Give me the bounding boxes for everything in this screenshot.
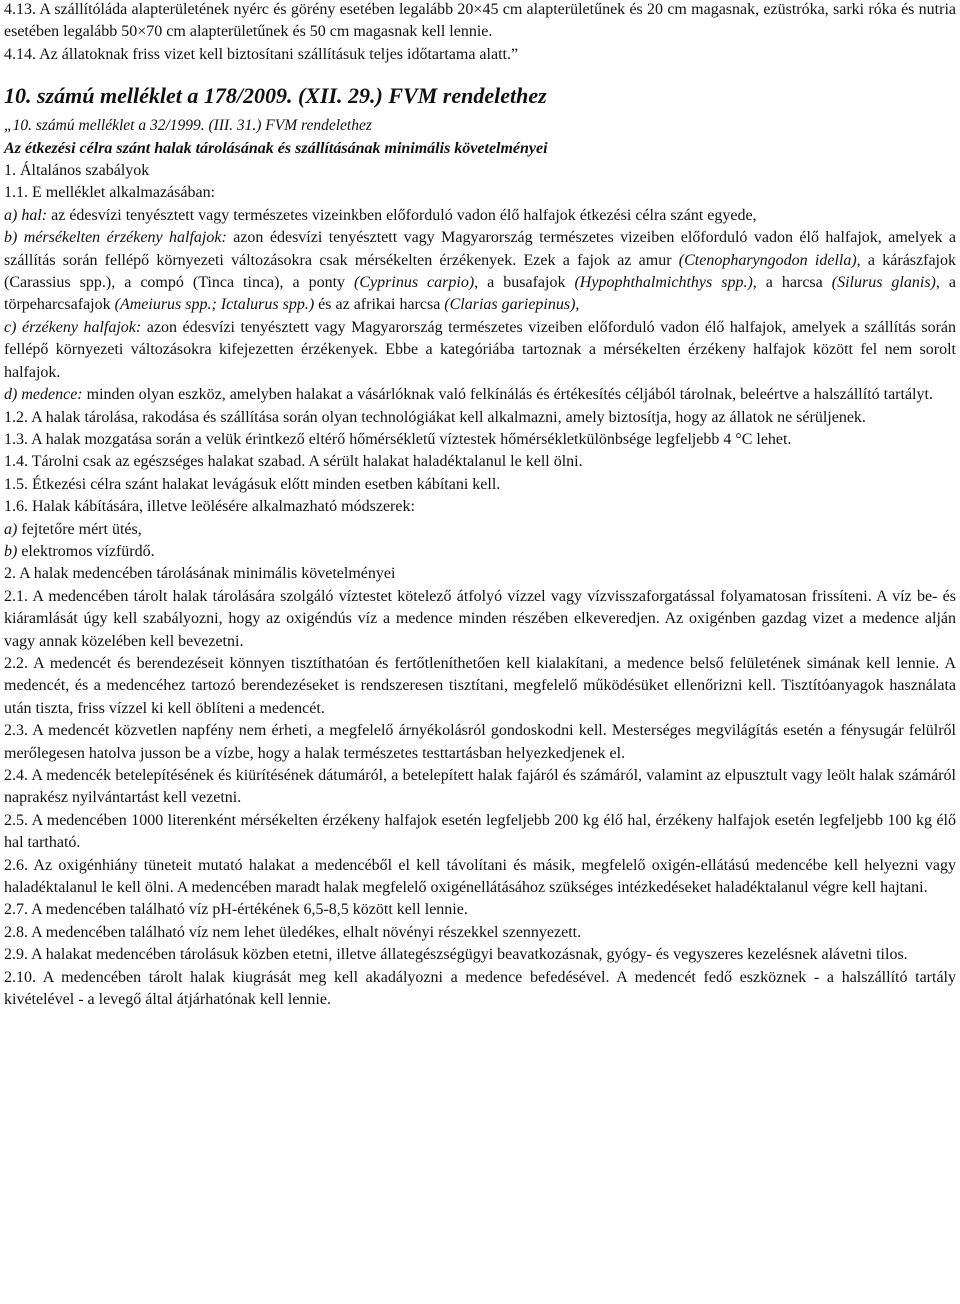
definition-b-text-6: és az afrikai harcsa [314,296,445,314]
definition-b-text-4: , a harcsa [752,274,832,292]
paragraph-1-6: 1.6. Halak kábítására, illetve leölésére alkalmazható módszerek: [4,498,415,516]
definition-b-text-2: , a kárászfajok (Carassius spp.), a compó (Tinca tinca), a ponty [4,251,956,292]
definition-a-text: az édesvízi tenyésztett vagy természetes vizeinkben előforduló vadon élő halfajok étkezési célra szánt egyede, [47,206,757,224]
section-2-heading: 2. A halak medencében tárolásának minimális követelményei [4,565,396,583]
paragraph-1-3: 1.3. A halak mozgatása során a velük érintkező eltérő hőmérsékletű víztestek hőmérsékletkülönbsége legfeljebb 4 °C lehet. [4,430,792,448]
method-b-text: elektromos vízfürdő. [17,542,155,560]
definition-c-term: c) érzékeny halfajok: [4,318,142,336]
method-a-text: fejtetőre mért ütés, [17,520,142,538]
definition-b [4,227,956,317]
paragraph-4-13: 4.13. A szállítóláda alapterületének nyérc és görény esetében legalább 20×45 cm alapterületűnek és 20 cm magasnak, ezüstróka, sarki róka és nutria esetében legalább 50×70 cm alapterületűnek és 50 cm magasnak kell lennie. [4,1,956,41]
annex-heading: 10. számú melléklet a 178/2009. (XII. 29.) FVM rendelethez [4,83,547,109]
paragraph-2-9: 2.9. A halakat medencében tárolásuk közben etetni, illetve állategészségügyi beavatkozásnak, gyógy- és vegyszeres kezelésnek alávetni tilos. [4,946,908,964]
paragraph-2-8: 2.8. A medencében található víz nem lehet üledékes, elhalt növényi részekkel szennyezett. [4,923,582,941]
paragraph-2-1: 2.1. A medencében tárolt halak tárolására szolgáló víztestet kötelező átfolyó vízzel vagy vízvisszaforgatással folyamatosan frissíteni. A víz be- és kiáramlását úgy kell szabályozni, hogy az oxigéndús víz a medence minden részében elkeveredjen. Az oxigénben gazdag vizet a medence alján vagy annak közelében kell bevezetni. [4,587,956,650]
paragraph-4-14: 4.14. Az állatoknak friss vizet kell biztosítani szállításuk teljes időtartama alatt.” [4,45,519,63]
section-1-heading: 1. Általános szabályok [4,162,150,180]
method-a [4,519,956,541]
definition-c-text: azon édesvízi tenyésztett vagy Magyarország természetes vizeiben előforduló vadon élő halfajok, amelyek a szállítás során fellépő környezeti változásokra kifejezetten érzékenyek. Ebbe a kategóriába tartoznak a mérsékelten érzékeny halfajok között fel nem sorolt halfajok. [4,318,957,381]
method-b-label: b) [4,542,18,560]
species-busa: (Hypophthalmichthys spp.) [574,274,753,292]
definition-b-text-5: , a törpeharcsafajok [4,274,956,314]
species-harcsa: (Silurus glanis) [831,274,936,292]
paragraph-2-4: 2.4. A medencék betelepítésének és kiürítésének dátumáról, a betelepített halak fajáról és számáról, valamint az elpusztult vagy leölt halak számáról naprakész nyilvántartást kell vezetni. [4,767,956,807]
paragraph-1-5: 1.5. Étkezési célra szánt halakat levágásuk előtt minden esetben kábítani kell. [4,475,501,493]
definition-d-text: minden olyan eszköz, amelyben halakat a vásárlóknak való felkínálás és értékesítés céljából tárolnak, beleértve a halszállító tartályt. [82,386,933,404]
method-b [4,541,956,563]
definition-b-text: azon édesvízi tenyésztett vagy Magyarország természetes vizeiben előforduló vadon élő halfajok, amelyek a szállítás során fellépő környezeti változásokra csak mérsékelten érzékenyek. Ezek a fajok az amur [4,229,956,269]
paragraph-2-2: 2.2. A medencét és berendezéseit könnyen tisztíthatóan és fertőtleníthetően kell kialakítani, a medence belső felületének simának kell lennie. A medencét, és a medencéhez tartozó berendezéseket is rendszeresen tisztítani, megfelelő működésüket ellenőrizni kell. Tisztítóanyagok használata után tiszta, friss vízzel ki kell öblíteni a medencét. [4,654,956,717]
paragraph-1-1: 1.1. E melléklet alkalmazásában: [4,184,216,202]
definition-d [4,384,956,406]
paragraph-2-7: 2.7. A medencében található víz pH-értékének 6,5-8,5 között kell lennie. [4,901,468,919]
species-amur: (Ctenopharyngodon idella) [678,251,857,269]
method-a-label: a) [4,520,18,538]
definition-b-text-3: , a busafajok [474,274,575,292]
definition-a [4,205,956,227]
paragraph-2-6: 2.6. Az oxigénhiány tüneteit mutató halakat a medencéből el kell távolítani és másik, megfelelő oxigén-ellátású medencébe kell helyezni vagy haladéktalanul le kell ölni. A medencében maradt halak megfelelő oxigénellátásához szükséges intézkedéseket haladéktalanul végre kell hajtani. [4,856,956,897]
paragraph-2-3: 2.3. A medencét közvetlen napfény nem érheti, a megfelelő árnyékolásról gondoskodni kell. Mesterséges megvilágítás esetén a fénysugár felülről merőlegesen hatolva jusson be a vízbe, hogy a halak természetes testtartásban helyezkedjenek el. [4,722,956,762]
definition-d-term: d) medence: [4,386,83,404]
definition-c [4,317,956,384]
paragraph-2-10: 2.10. A medencében tárolt halak kiugrását meg kell akadályozni a medence befedésével. A medencét fedő eszköznek - a halszállító tartály kivételével - a levegő által átjárhatónak kell lennie. [4,968,956,1009]
document-title: Az étkezési célra szánt halak tárolásának és szállításának minimális követelményei [4,139,548,157]
definition-a-term: a) hal: [4,206,48,224]
species-ponty: (Cyprinus carpio) [354,274,475,292]
annex-subheading: „10. számú melléklet a 32/1999. (III. 31.) FVM rendelethez [4,117,372,135]
paragraph-1-2: 1.2. A halak tárolása, rakodása és szállítása során olyan technológiákat kell alkalmazni, amely biztosítja, hogy az állatok ne sérüljenek. [4,408,866,426]
paragraph-2-5: 2.5. A medencében 1000 literenként mérsékelten érzékeny halfajok esetén legfeljebb 200 kg élő hal, érzékeny halfajok esetén legfeljebb 100 kg élő hal tartható. [4,811,956,852]
species-afrikai-harcsa: (Clarias gariepinus), [444,296,580,314]
definition-b-term: b) mérsékelten érzékeny halfajok: [4,229,227,247]
paragraph-1-4: 1.4. Tárolni csak az egészséges halakat szabad. A sérült halakat haladéktalanul le kell ölni. [4,453,583,471]
species-torpeharcsa: (Ameiurus spp.; Ictalurus spp.) [114,296,315,314]
